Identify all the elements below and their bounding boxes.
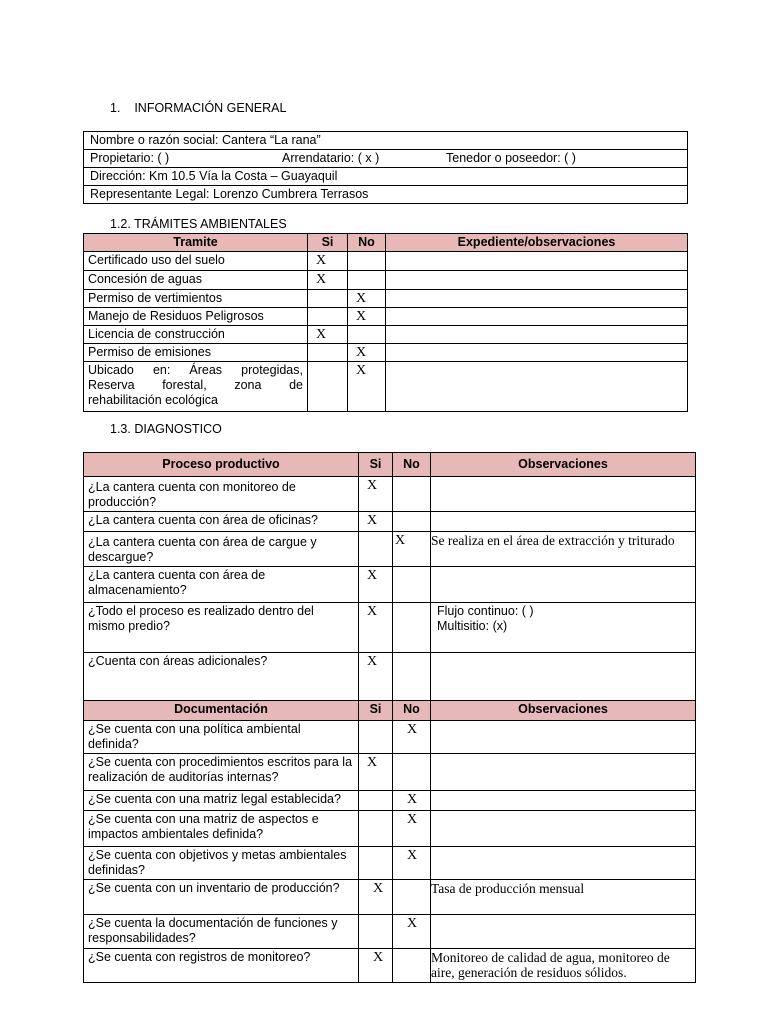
tramite-no: X bbox=[348, 362, 386, 412]
tramite-obs bbox=[386, 290, 688, 308]
diagnostico-table bbox=[83, 452, 696, 983]
section-diagnostico-title: 1.3. DIAGNOSTICO bbox=[110, 422, 222, 436]
tramite-label: Certificado uso del suelo bbox=[84, 252, 308, 271]
proceso-obs bbox=[431, 477, 696, 512]
multisitio-text: Multisitio: (x) bbox=[437, 619, 508, 633]
proceso-si: X bbox=[359, 567, 393, 603]
proceso-label: ¿La cantera cuenta con área de cargue y descargue? bbox=[84, 532, 359, 567]
info-general-table bbox=[83, 131, 688, 204]
arrendatario-text: Arrendatario: ( x ) bbox=[282, 151, 380, 165]
observaciones-header: Observaciones bbox=[431, 453, 696, 477]
proceso-si bbox=[359, 532, 393, 567]
representante-cell: Representante Legal: Lorenzo Cumbrera Terrasos bbox=[84, 186, 688, 204]
tramite-no bbox=[348, 326, 386, 344]
doc-obs bbox=[431, 847, 696, 880]
tramite-si: X bbox=[308, 271, 348, 290]
proceso-label: ¿La cantera cuenta con área de almacenamiento? bbox=[84, 567, 359, 603]
tramite-obs bbox=[386, 271, 688, 290]
doc-no bbox=[393, 949, 431, 983]
tramites-table bbox=[83, 233, 688, 412]
tramite-no bbox=[348, 271, 386, 290]
proceso-no bbox=[393, 653, 431, 701]
tramite-obs bbox=[386, 252, 688, 271]
no-header: No bbox=[393, 701, 431, 721]
proceso-obs bbox=[431, 603, 696, 653]
doc-si bbox=[359, 721, 393, 754]
doc-no: X bbox=[393, 791, 431, 811]
doc-label: ¿Se cuenta la documentación de funciones y responsabilidades? bbox=[84, 915, 359, 949]
doc-label: ¿Se cuenta con una matriz legal establecida? bbox=[84, 791, 359, 811]
proceso-obs bbox=[431, 653, 696, 701]
si-header: Si bbox=[359, 701, 393, 721]
doc-no: X bbox=[393, 915, 431, 949]
doc-no: X bbox=[393, 847, 431, 880]
observaciones-header: Observaciones bbox=[431, 701, 696, 721]
doc-obs bbox=[431, 791, 696, 811]
doc-no: X bbox=[393, 721, 431, 754]
doc-no bbox=[393, 754, 431, 791]
proceso-label: ¿Cuenta con áreas adicionales? bbox=[84, 653, 359, 701]
proceso-obs bbox=[431, 567, 696, 603]
doc-obs: Monitoreo de calidad de agua, monitoreo de aire, generación de residuos sólidos. bbox=[431, 949, 696, 983]
proceso-no bbox=[393, 603, 431, 653]
proceso-header: Proceso productivo bbox=[84, 453, 359, 477]
proceso-label: ¿Todo el proceso es realizado dentro del mismo predio? bbox=[84, 603, 359, 653]
direccion-cell: Dirección: Km 10.5 Vía la Costa – Guayaquil bbox=[84, 168, 688, 186]
tramite-si: X bbox=[308, 326, 348, 344]
doc-obs: Tasa de producción mensual bbox=[431, 880, 696, 915]
doc-label: ¿Se cuenta con objetivos y metas ambientales definidas? bbox=[84, 847, 359, 880]
tramite-label: Concesión de aguas bbox=[84, 271, 308, 290]
proceso-no bbox=[393, 477, 431, 512]
proceso-no bbox=[393, 512, 431, 532]
doc-no bbox=[393, 880, 431, 915]
doc-si bbox=[359, 915, 393, 949]
si-header: Si bbox=[359, 453, 393, 477]
section-info-general-title: 1. INFORMACIÓN GENERAL bbox=[110, 101, 287, 115]
proceso-label: ¿La cantera cuenta con área de oficinas? bbox=[84, 512, 359, 532]
no-header: No bbox=[393, 453, 431, 477]
doc-si: X bbox=[359, 949, 393, 983]
doc-si: X bbox=[359, 754, 393, 791]
proceso-obs bbox=[431, 512, 696, 532]
propietario-text: Propietario: ( ) bbox=[90, 151, 170, 165]
doc-label: ¿Se cuenta con registros de monitoreo? bbox=[84, 949, 359, 983]
proceso-no bbox=[393, 567, 431, 603]
doc-obs bbox=[431, 721, 696, 754]
doc-label: ¿Se cuenta con una matriz de aspectos e impactos ambientales definida? bbox=[84, 811, 359, 847]
doc-label: ¿Se cuenta con procedimientos escritos para la realización de auditorías internas? bbox=[84, 754, 359, 791]
flujo-continuo-text: Flujo continuo: ( ) bbox=[437, 604, 534, 618]
documentacion-header: Documentación bbox=[84, 701, 359, 721]
tramite-obs bbox=[386, 308, 688, 326]
doc-si: X bbox=[359, 880, 393, 915]
proceso-label: ¿La cantera cuenta con monitoreo de producción? bbox=[84, 477, 359, 512]
expediente-header: Expediente/observaciones bbox=[386, 234, 688, 252]
proceso-si: X bbox=[359, 603, 393, 653]
tramite-no: X bbox=[348, 308, 386, 326]
tramite-si: X bbox=[308, 252, 348, 271]
tramite-label: Permiso de emisiones bbox=[84, 344, 308, 362]
tramite-si bbox=[308, 290, 348, 308]
doc-label: ¿Se cuenta con un inventario de producción? bbox=[84, 880, 359, 915]
tramite-label: Manejo de Residuos Peligrosos bbox=[84, 308, 308, 326]
section-tramites-title: 1.2. TRÁMITES AMBIENTALES bbox=[110, 217, 287, 231]
proceso-si: X bbox=[359, 512, 393, 532]
tramite-label: Licencia de construcción bbox=[84, 326, 308, 344]
doc-obs bbox=[431, 754, 696, 791]
no-header: No bbox=[348, 234, 386, 252]
tramite-no: X bbox=[348, 344, 386, 362]
tenedor-text: Tenedor o poseedor: ( ) bbox=[446, 151, 576, 165]
proceso-obs: Se realiza en el área de extracción y triturado bbox=[431, 532, 696, 567]
tramite-si bbox=[308, 344, 348, 362]
tramite-no bbox=[348, 252, 386, 271]
tramite-obs bbox=[386, 326, 688, 344]
tramite-label: Ubicado en: Áreas protegidas, Reserva forestal, zona de rehabilitación ecológica bbox=[84, 362, 308, 412]
doc-si bbox=[359, 791, 393, 811]
nombre-cell: Nombre o razón social: Cantera “La rana” bbox=[84, 132, 688, 150]
tramite-obs bbox=[386, 344, 688, 362]
proceso-si: X bbox=[359, 477, 393, 512]
proceso-si: X bbox=[359, 653, 393, 701]
doc-obs bbox=[431, 915, 696, 949]
doc-label: ¿Se cuenta con una política ambiental definida? bbox=[84, 721, 359, 754]
tramite-header: Tramite bbox=[84, 234, 308, 252]
doc-si bbox=[359, 847, 393, 880]
tramite-no: X bbox=[348, 290, 386, 308]
tramite-si bbox=[308, 362, 348, 412]
proceso-no: X bbox=[393, 532, 431, 567]
tramite-obs bbox=[386, 362, 688, 412]
tramite-si bbox=[308, 308, 348, 326]
tramite-label: Permiso de vertimientos bbox=[84, 290, 308, 308]
doc-obs bbox=[431, 811, 696, 847]
ownership-cell bbox=[84, 150, 688, 168]
doc-no: X bbox=[393, 811, 431, 847]
doc-si bbox=[359, 811, 393, 847]
si-header: Si bbox=[308, 234, 348, 252]
